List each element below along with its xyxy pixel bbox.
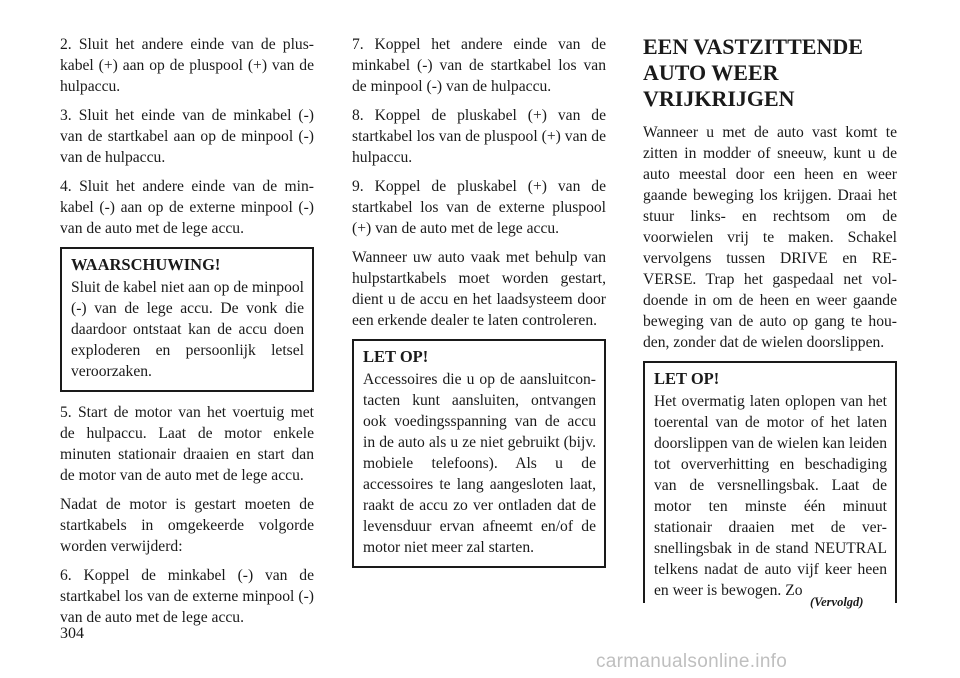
section-heading: EEN VASTZITTENDE AUTO WEER VRIJKRIJGEN (643, 34, 863, 111)
caution-box-transmission (643, 361, 897, 603)
step-9: 9. Koppel de pluskabel (+) van de startkabel los van de externe pluspool (+) van de auto met de lege accu. (352, 178, 606, 237)
watermark: carmanualsonline.info (596, 651, 788, 672)
caution-box-accessories (352, 339, 606, 568)
warning-title: WAARSCHUWING! (71, 255, 221, 274)
warning-box (60, 247, 314, 392)
step-6: 6. Koppel de minkabel (-) van de startkabel los van de externe minpool (-) van de auto met de lege accu. (60, 567, 314, 626)
caution-title: LET OP! (363, 347, 429, 366)
step-2: 2. Sluit het andere einde van de pluskabel (+) aan op de pluspool (+) van de hulpaccu. (60, 36, 314, 95)
stuck-vehicle-text: Wanneer u met de auto vast komt te zitten in modder of sneeuw, kunt u de auto meestal door een heen en weer gaande beweging los krijgen. Draai het stuur links- en rechtsom om de voorwielen vrij te maken. Schakel vervolgens tussen DRIVE en REVERSE. Trap het gaspedaal net voldoende in om de heen en weer gaande beweging van de auto op gang te houden, zonder dat de wielen doorslippen. (643, 124, 897, 351)
page-number: 304 (60, 625, 84, 642)
caution-body: Het overmatig laten oplopen van het toerental van de motor of het laten doorslippen van de wielen kan leiden tot oververhitting en beschadiging van de versnellingsbak. Laat de motor ten minste één minuut stationair draaien met de versnellingsbak in de stand NEUTRAL telkens nadat de auto vijf keer heen en weer is bewogen. Zo (654, 393, 887, 599)
removal-intro: Nadat de motor is gestart moeten de startkabels in omgekeerde volgorde worden verwijderd: (60, 496, 314, 555)
caution-title: LET OP! (654, 369, 720, 388)
step-4: 4. Sluit het andere einde van de minkabel (-) aan op de externe minpool (-) van de auto met de lege accu. (60, 178, 314, 237)
step-8: 8. Koppel de pluskabel (+) van de startkabel los van de pluspool (+) van de hulpaccu. (352, 107, 606, 166)
continued-label: (Vervolgd) (810, 595, 864, 609)
warning-body: Sluit de kabel niet aan op de minpool (-) van de lege accu. De vonk die daardoor ontstaat kan de accu doen exploderen en persoonlijk letsel veroorzaken. (71, 279, 304, 380)
step-3: 3. Sluit het einde van de minkabel (-) van de startkabel aan op de minpool (-) van de hulpaccu. (60, 107, 314, 166)
caution-body: Accessoires die u op de aansluitcontacten kunt aansluiten, ontvangen ook voedingsspanning van de accu in de auto als u ze niet gebruikt (bijv. mobiele telefoons). Als u de accessoires te lang aangesloten laat, raakt de accu zo ver ontladen dat de levensduur ervan afneemt en/of de motor niet meer zal starten. (363, 371, 596, 556)
column-middle (352, 34, 606, 578)
column-left (60, 34, 314, 636)
step-7: 7. Koppel het andere einde van de minkabel (-) van de startkabel los van de minpool (-) van de hulpaccu. (352, 36, 606, 95)
column-right (643, 34, 897, 603)
dealer-advice: Wanneer uw auto vaak met behulp van hulpstartkabels moet worden gestart, dient u de accu en het laadsysteem door een erkende dealer te laten controleren. (352, 249, 606, 329)
step-5: 5. Start de motor van het voertuig met de hulpaccu. Laat de motor enkele minuten stationair draaien en start dan de motor van de auto met de lege accu. (60, 404, 314, 484)
